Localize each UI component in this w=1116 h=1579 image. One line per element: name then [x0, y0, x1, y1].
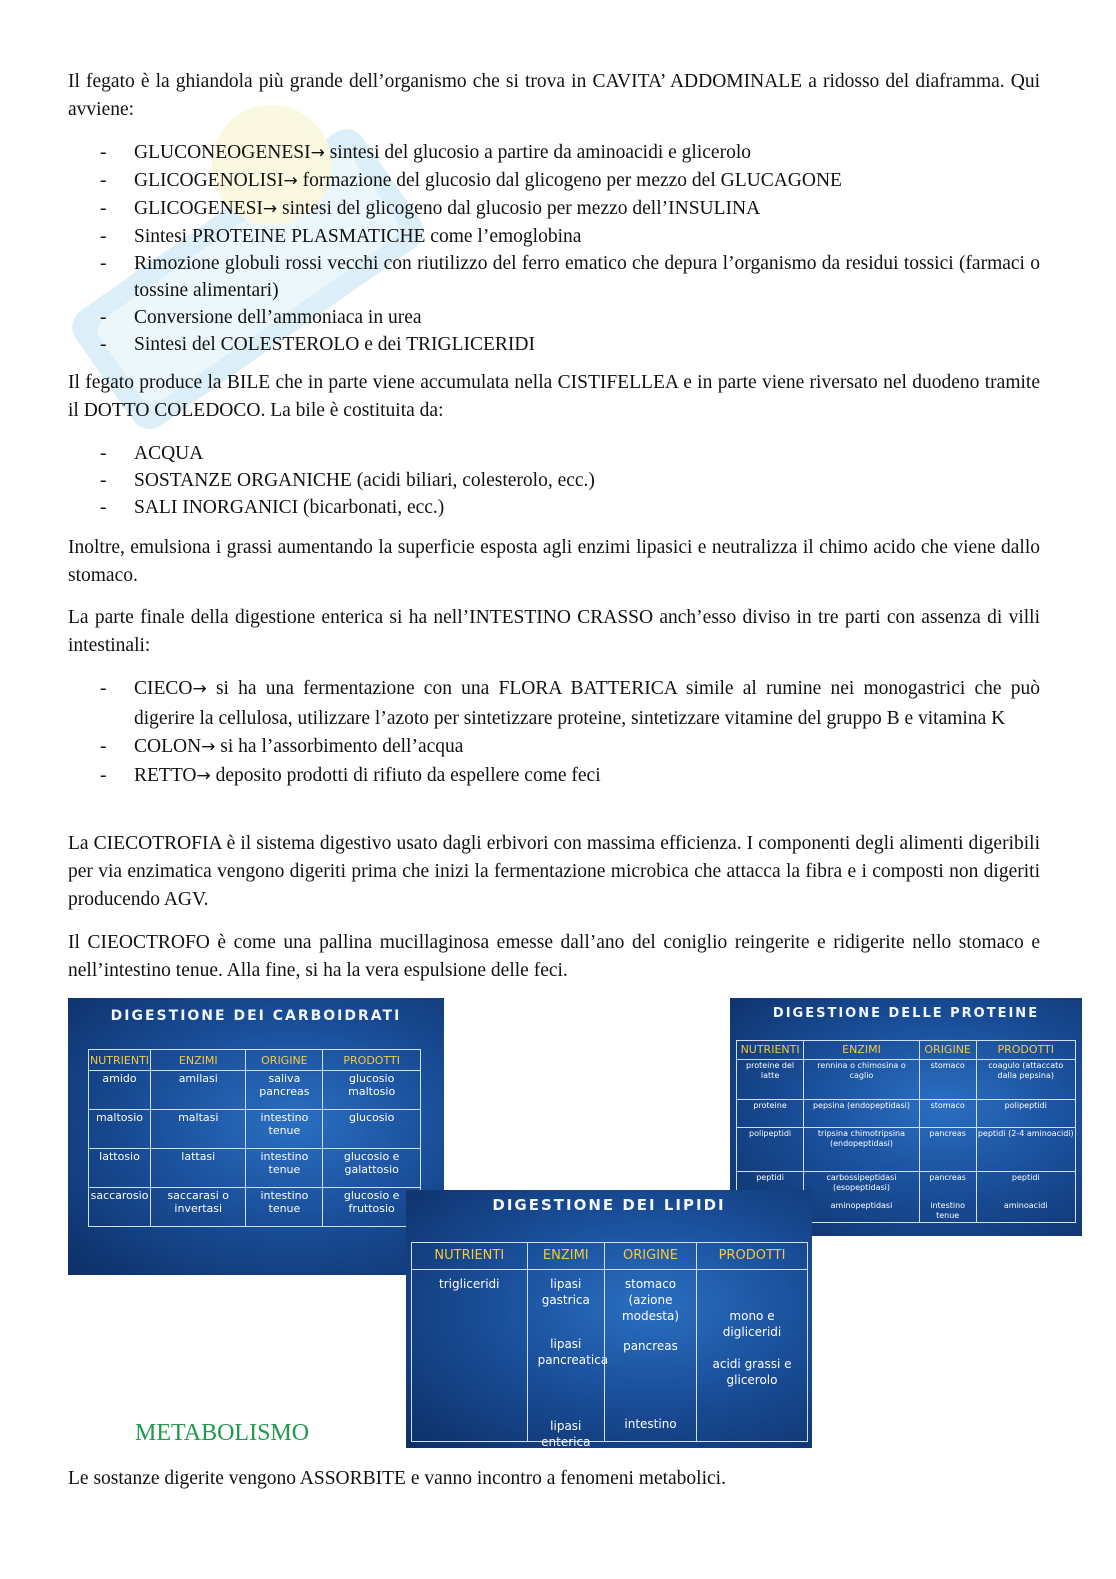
table-cell: trigliceridi — [412, 1270, 528, 1442]
list-item: - GLUCONEOGENESI→ sintesi del glucosio a partire da aminoacidi e glicerolo — [100, 142, 751, 163]
list-item: - GLICOGENESI→ sintesi del glicogeno dal glucosio per mezzo dell’INSULINA — [100, 198, 761, 219]
table-cell: glucosio — [323, 1110, 421, 1149]
slide-title: DIGESTIONE DELLE PROTEINE — [772, 1006, 1040, 1021]
table-cell: polipeptidi — [737, 1128, 804, 1172]
table-cell: intestino tenue — [246, 1110, 323, 1149]
table-cell: aminopeptidasi — [804, 1200, 920, 1223]
list-item: - CIECO→ si ha una fermentazione con una FLORA BATTERICA simile al rumine nei monogastrici che può digerire la cellulosa, utilizzare l’azoto per sintetizzare proteine, sintetizzare vitamine del gruppo B e vitamina K — [100, 678, 1040, 729]
product-label: mono e digliceridi — [722, 1309, 782, 1339]
table-cell: glucosio e galattosio — [323, 1149, 421, 1188]
origin-label: intestino — [624, 1417, 677, 1431]
bile-paragraph: Il fegato produce la BILE che in parte viene accumulata nella CISTIFELLEA e in parte viene riversato nel duodeno tramite il DOTTO COLEDOCO. La bile è costituita da: — [68, 372, 1040, 421]
column-header: ENZIMI — [527, 1243, 604, 1270]
table-cell — [697, 1270, 808, 1442]
table-row — [89, 1149, 421, 1188]
table-cell — [604, 1270, 696, 1442]
table-row — [737, 1128, 1076, 1172]
table-cell: coagulo (attaccato dalla pepsina) — [976, 1060, 1076, 1100]
table-cell: proteine — [737, 1100, 804, 1128]
origin-label: stomaco (azione modesta) — [621, 1277, 680, 1323]
list-item: - SOSTANZE ORGANICHE (acidi biliari, colesterolo, ecc.) — [100, 470, 595, 491]
table-cell: pancreas — [919, 1128, 976, 1172]
enzyme-label: lipasi gastrica — [541, 1277, 590, 1307]
column-header: ENZIMI — [151, 1050, 246, 1071]
lipids-table — [411, 1242, 808, 1449]
list-item: - RETTO→ deposito prodotti di rifiuto da espellere come feci — [100, 765, 601, 786]
enzyme-label: lipasi pancreatica — [537, 1337, 609, 1367]
table-cell: stomaco — [919, 1060, 976, 1100]
intro-paragraph: Il fegato è la ghiandola più grande dell’organismo che si trova in CAVITA’ ADDOMINALE a ridosso del diaframma. Qui avviene: — [68, 71, 1040, 120]
bile-components-list — [68, 440, 1040, 521]
table-cell: amido — [89, 1071, 151, 1110]
table-cell: maltosio — [89, 1110, 151, 1149]
table-cell: lattosio — [89, 1149, 151, 1188]
list-item: - SALI INORGANICI (bicarbonati, ecc.) — [100, 497, 445, 518]
column-header: ORIGINE — [246, 1050, 323, 1071]
column-header: PRODOTTI — [976, 1041, 1076, 1060]
table-cell: rennina o chimosina o caglio — [804, 1060, 920, 1100]
carbohydrates-table — [88, 1049, 421, 1227]
section-heading: METABOLISMO — [135, 1420, 310, 1446]
list-item: - Conversione dell’ammoniaca in urea — [100, 307, 422, 328]
table-cell: aminoacidi — [976, 1200, 1076, 1223]
table-cell: maltasi — [151, 1110, 246, 1149]
slide-carbohydrates — [68, 998, 444, 1275]
table-cell: peptidi — [976, 1172, 1076, 1200]
enzyme-label: lipasi enterica — [541, 1419, 591, 1449]
bile-function-paragraph: Inoltre, emulsiona i grassi aumentando la superficie esposta agli enzimi lipasici e neutralizza il chimo acido che viene dallo stomaco. — [68, 537, 1040, 586]
table-cell: polipeptidi — [976, 1100, 1076, 1128]
column-header: PRODOTTI — [323, 1050, 421, 1071]
list-item: - Rimozione globuli rossi vecchi con riutilizzo del ferro ematico che depura l’organismo da residui tossici (farmaci o tossine alimentari) — [100, 253, 1040, 301]
column-header: ENZIMI — [804, 1041, 920, 1060]
table-cell: saliva pancreas — [246, 1071, 323, 1110]
table-row — [89, 1071, 421, 1110]
list-item: - Sintesi PROTEINE PLASMATICHE come l’emoglobina — [100, 226, 582, 247]
column-header: ORIGINE — [604, 1243, 696, 1270]
table-cell: glucosio maltosio — [323, 1071, 421, 1110]
large-intestine-list — [68, 674, 1040, 791]
table-row — [412, 1270, 808, 1442]
table-cell: intestino tenue — [919, 1200, 976, 1223]
product-label: acidi grassi e glicerolo — [712, 1357, 792, 1387]
table-cell: intestino tenue — [246, 1188, 323, 1227]
table-cell: peptidi — [737, 1172, 804, 1200]
table-cell: stomaco — [919, 1100, 976, 1128]
slide-title: DIGESTIONE DEI LIPIDI — [492, 1196, 726, 1214]
origin-label: pancreas — [623, 1339, 678, 1353]
column-header: PRODOTTI — [697, 1243, 808, 1270]
slide-lipids — [406, 1190, 812, 1448]
list-item: - GLICOGENOLISI→ formazione del glucosio dal glicogeno per mezzo del GLUCAGONE — [100, 170, 842, 191]
closing-paragraph: Le sostanze digerite vengono ASSORBITE e vanno incontro a fenomeni metabolici. — [68, 1468, 726, 1489]
column-header: NUTRIENTI — [412, 1243, 528, 1270]
table-cell: saccarasi o invertasi — [151, 1188, 246, 1227]
table-cell: glucosio e fruttosio — [323, 1188, 421, 1227]
list-item: - Sintesi del COLESTEROLO e dei TRIGLICERIDI — [100, 334, 535, 355]
table-cell: intestino tenue — [246, 1149, 323, 1188]
table-cell: pepsina (endopeptidasi) — [804, 1100, 920, 1128]
table-cell: proteine del latte — [737, 1060, 804, 1100]
table-cell: amilasi — [151, 1071, 246, 1110]
table-cell: peptidi (2-4 aminoacidi) — [976, 1128, 1076, 1172]
list-item: - COLON→ si ha l’assorbimento dell’acqua — [100, 736, 464, 757]
table-cell: pancreas — [919, 1172, 976, 1200]
table-cell: tripsina chimotripsina (endopeptidasi) — [804, 1128, 920, 1172]
list-item: - ACQUA — [100, 443, 204, 464]
table-cell: lattasi — [151, 1149, 246, 1188]
table-row — [737, 1060, 1076, 1100]
table-row — [89, 1188, 421, 1227]
ciecotrofia-paragraph: La CIECOTROFIA è il sistema digestivo usato dagli erbivori con massima efficienza. I componenti degli alimenti digeribili per via enzimatica vengono digeriti prima che inizi la fermentazione microbica che attacca la fibra e i composti non digeriti producendo AGV. — [68, 833, 1040, 910]
table-row — [89, 1110, 421, 1149]
cieoctrofo-paragraph: Il CIEOCTROFO è come una pallina mucillaginosa emesse dall’ano del coniglio reingerite e ridigerite nello stomaco e nell’intestino tenue. Alla fine, si ha la vera espulsione delle feci. — [68, 932, 1040, 981]
liver-functions-list — [68, 139, 1040, 358]
column-header: NUTRIENTI — [89, 1050, 151, 1071]
slide-title: DIGESTIONE DEI CARBOIDRATI — [110, 1008, 402, 1024]
table-cell — [527, 1270, 609, 1449]
table-cell: carbossipeptidasi (esopeptidasi) — [804, 1172, 920, 1200]
column-header: ORIGINE — [919, 1041, 976, 1060]
column-header: NUTRIENTI — [737, 1041, 804, 1060]
table-cell: saccarosio — [89, 1188, 151, 1227]
table-row — [737, 1100, 1076, 1128]
large-intestine-paragraph: La parte finale della digestione enterica si ha nell’INTESTINO CRASSO anch’esso diviso in tre parti con assenza di villi intestinali: — [68, 607, 1040, 656]
